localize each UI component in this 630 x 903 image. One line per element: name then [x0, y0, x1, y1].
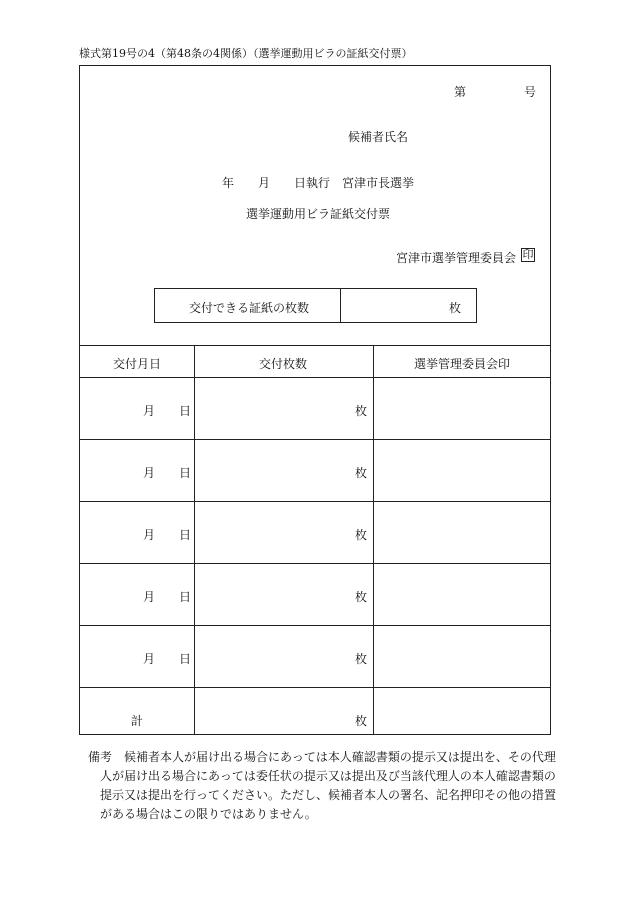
row-date: 月 日: [143, 590, 192, 604]
row-date: 月 日: [143, 466, 192, 480]
table-row-line: [79, 687, 551, 688]
table-row-line: [79, 501, 551, 502]
row-unit: 枚: [355, 590, 368, 604]
committee-name: 宮津市選挙管理委員会: [396, 251, 517, 265]
total-unit: 枚: [355, 714, 368, 728]
table-header-line: [79, 377, 551, 378]
form-heading: 様式第19号の4（第48条の4関係）（選挙運動用ビラの証紙交付票）: [79, 47, 413, 60]
count-box-unit: 枚: [449, 301, 462, 315]
remarks-line: 候補者本人が届け出る場合にあっては本人確認書類の提示又は提出を、その代理: [124, 750, 556, 764]
table-col-line: [373, 345, 374, 735]
remarks: [88, 748, 558, 824]
form-title: 選挙運動用ビラ証紙交付票: [246, 207, 391, 221]
count-box-divider: [340, 289, 341, 322]
remarks-line: 提示又は提出を行ってください。ただし、候補者本人の署名、記名押印その他の措置: [100, 788, 557, 802]
table-row-line: [79, 625, 551, 626]
remarks-line: 人が届け出る場合にあっては委任状の提示又は提出及び当該代理人の本人確認書類の: [100, 769, 556, 783]
remarks-label: 備考: [88, 750, 113, 764]
row-unit: 枚: [355, 528, 368, 542]
election-line: 年 月 日執行 宮津市長選挙: [222, 176, 415, 190]
header-committee-seal: 選挙管理委員会印: [414, 357, 511, 371]
table-row-line: [79, 563, 551, 564]
row-date: 月 日: [143, 404, 192, 418]
row-date: 月 日: [143, 528, 192, 542]
row-date: 月 日: [143, 652, 192, 666]
form-frame: [79, 65, 551, 735]
header-issue-count: 交付枚数: [259, 357, 308, 371]
number-label: 第: [454, 85, 467, 99]
table-col-line: [194, 345, 195, 735]
number-suffix: 号: [524, 85, 537, 99]
row-unit: 枚: [355, 466, 368, 480]
seal-box: 印: [522, 248, 534, 261]
header-issue-date: 交付月日: [113, 357, 162, 371]
table-top-line: [79, 345, 551, 346]
table-row-line: [79, 439, 551, 440]
row-unit: 枚: [355, 404, 368, 418]
total-label: 計: [131, 714, 144, 728]
remarks-line: がある場合はこの限りではありません。: [100, 807, 317, 821]
count-box-label: 交付できる証紙の枚数: [189, 301, 310, 315]
row-unit: 枚: [355, 652, 368, 666]
candidate-name-label: 候補者氏名: [348, 130, 409, 144]
